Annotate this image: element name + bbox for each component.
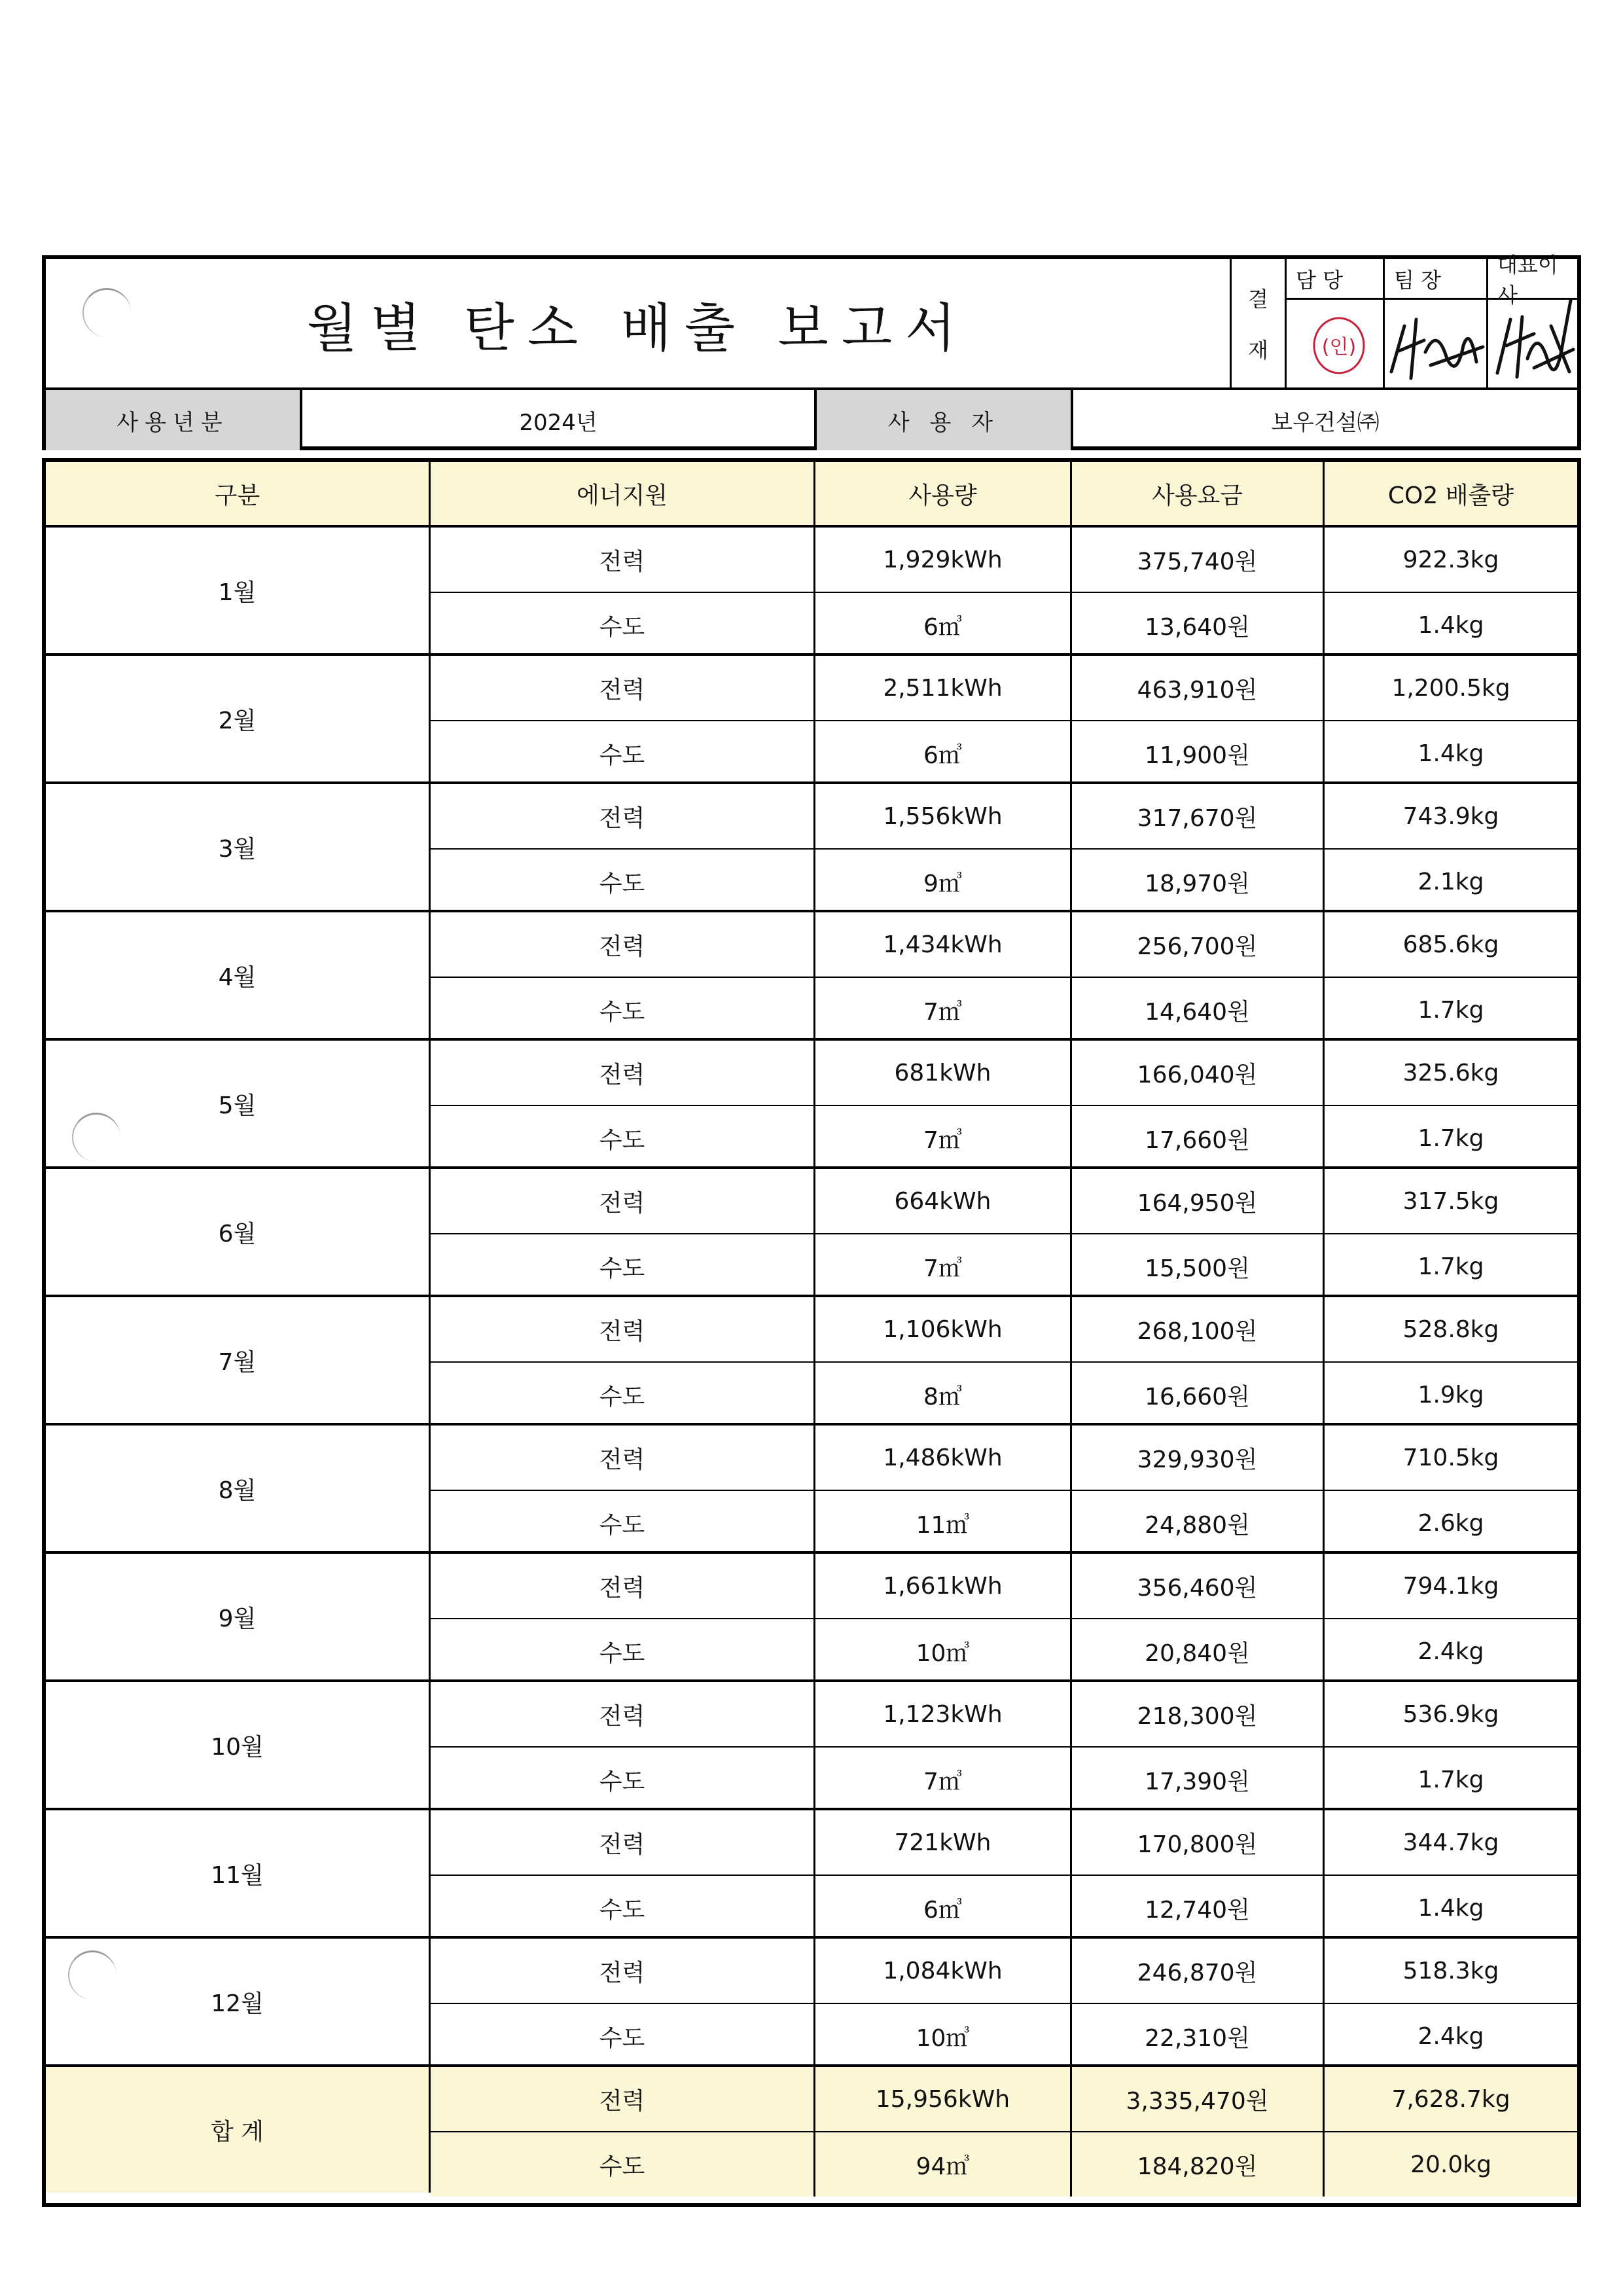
co2-cell: 1.7kg bbox=[1418, 996, 1484, 1024]
usage-cell: 1,486kWh bbox=[815, 1426, 1072, 1490]
energy-source-cell: 전력 bbox=[431, 1426, 815, 1490]
charge-cell: 16,660원 bbox=[1072, 1363, 1325, 1427]
table-row bbox=[431, 1297, 1577, 1361]
column-header-usage: 사용량 bbox=[815, 462, 1072, 525]
approval-col-staff bbox=[1287, 259, 1385, 387]
report-header bbox=[42, 252, 1581, 450]
usage-cell: 1,929kWh bbox=[815, 528, 1072, 592]
table-row bbox=[431, 2131, 1577, 2197]
year-label: 사용년분 bbox=[46, 390, 302, 450]
energy-source-cell: 수도 bbox=[431, 2132, 815, 2197]
approval-sign-team-lead bbox=[1385, 300, 1486, 387]
table-row bbox=[431, 656, 1577, 720]
month-block bbox=[46, 781, 1577, 910]
energy-source-cell: 수도 bbox=[431, 1619, 815, 1683]
month-label: 11월 bbox=[46, 1810, 431, 1936]
table-row bbox=[431, 1426, 1577, 1490]
co2-cell: 2.6kg bbox=[1418, 1509, 1484, 1537]
charge-cell: 246,870원 bbox=[1072, 1939, 1325, 2003]
approval-head-ceo bbox=[1488, 252, 1577, 308]
charge-cell: 17,660원 bbox=[1072, 1106, 1325, 1170]
co2-cell: 1.7kg bbox=[1418, 1766, 1484, 1793]
month-block bbox=[46, 525, 1577, 653]
usage-cell: 7㎥ bbox=[815, 1106, 1072, 1170]
co2-cell: 2.4kg bbox=[1418, 2022, 1484, 2050]
table-row bbox=[431, 1233, 1577, 1299]
month-block bbox=[46, 1295, 1577, 1423]
year-value: 2024년 bbox=[302, 390, 817, 450]
title-cell bbox=[46, 259, 1232, 387]
usage-cell: 6㎥ bbox=[815, 721, 1072, 785]
energy-source-cell: 수도 bbox=[431, 978, 815, 1042]
table-header-row bbox=[46, 462, 1577, 525]
table-row bbox=[431, 592, 1577, 657]
month-block bbox=[46, 910, 1577, 1038]
charge-cell: 218,300원 bbox=[1072, 1682, 1325, 1746]
page-title: 월별 탄소 배출 보고서 bbox=[306, 297, 969, 359]
month-block bbox=[46, 1679, 1577, 1808]
energy-source-cell: 전력 bbox=[431, 1810, 815, 1874]
table-row bbox=[431, 1490, 1577, 1555]
approval-box bbox=[1232, 252, 1577, 387]
energy-source-cell: 수도 bbox=[431, 1106, 815, 1170]
table-row bbox=[431, 1105, 1577, 1170]
charge-cell: 166,040원 bbox=[1072, 1041, 1325, 1105]
co2-cell: 794.1kg bbox=[1402, 1572, 1499, 1600]
co2-cell: 536.9kg bbox=[1402, 1700, 1499, 1728]
charge-cell: 375,740원 bbox=[1072, 528, 1325, 592]
user-value: 보우건설㈜ bbox=[1271, 409, 1380, 436]
usage-cell: 9㎥ bbox=[815, 850, 1072, 914]
co2-cell: 710.5kg bbox=[1402, 1444, 1499, 1471]
approval-col-ceo bbox=[1488, 252, 1577, 387]
charge-cell: 24,880원 bbox=[1072, 1491, 1325, 1555]
usage-cell: 10㎥ bbox=[815, 2004, 1072, 2068]
month-block bbox=[46, 1038, 1577, 1166]
charge-cell: 356,460원 bbox=[1072, 1554, 1325, 1618]
usage-cell: 10㎥ bbox=[815, 1619, 1072, 1683]
month-label: 6월 bbox=[46, 1169, 431, 1295]
charge-cell: 13,640원 bbox=[1072, 593, 1325, 657]
red-seal-stamp bbox=[1287, 300, 1385, 387]
co2-cell: 344.7kg bbox=[1402, 1829, 1499, 1856]
energy-source-cell: 전력 bbox=[431, 528, 815, 592]
table-row bbox=[431, 1939, 1577, 2003]
usage-cell: 94㎥ bbox=[815, 2132, 1072, 2197]
energy-source-cell: 수도 bbox=[431, 1876, 815, 1940]
charge-cell: 14,640원 bbox=[1072, 978, 1325, 1042]
co2-cell: 2.4kg bbox=[1418, 1638, 1484, 1665]
month-block bbox=[46, 1551, 1577, 1679]
month-label: 5월 bbox=[46, 1041, 431, 1166]
charge-cell: 12,740원 bbox=[1072, 1876, 1325, 1940]
total-block bbox=[46, 2064, 1577, 2193]
energy-source-cell: 수도 bbox=[431, 1748, 815, 1812]
month-block bbox=[46, 1423, 1577, 1551]
co2-cell: 7,628.7kg bbox=[1325, 2067, 1577, 2131]
co2-cell: 317.5kg bbox=[1402, 1187, 1499, 1215]
charge-cell: 18,970원 bbox=[1072, 850, 1325, 914]
co2-cell: 518.3kg bbox=[1402, 1957, 1499, 1984]
charge-cell: 170,800원 bbox=[1072, 1810, 1325, 1874]
energy-source-cell: 수도 bbox=[431, 721, 815, 785]
table-row bbox=[431, 1746, 1577, 1812]
energy-source-cell: 전력 bbox=[431, 1169, 815, 1233]
usage-cell: 1,434kWh bbox=[815, 912, 1072, 977]
energy-source-cell: 전력 bbox=[431, 784, 815, 848]
energy-source-cell: 수도 bbox=[431, 2004, 815, 2068]
co2-cell: 685.6kg bbox=[1402, 931, 1499, 958]
energy-source-cell: 수도 bbox=[431, 850, 815, 914]
energy-source-cell: 전력 bbox=[431, 2067, 815, 2131]
column-header-energy-source: 에너지원 bbox=[431, 462, 815, 525]
usage-cell: 1,661kWh bbox=[815, 1554, 1072, 1618]
charge-cell: 22,310원 bbox=[1072, 2004, 1325, 2068]
total-label: 합 계 bbox=[46, 2067, 431, 2193]
energy-source-cell: 전력 bbox=[431, 1297, 815, 1361]
co2-cell: 1.4kg bbox=[1418, 611, 1484, 639]
energy-source-cell: 전력 bbox=[431, 912, 815, 977]
charge-cell: 15,500원 bbox=[1072, 1234, 1325, 1299]
energy-source-cell: 수도 bbox=[431, 1491, 815, 1555]
month-block bbox=[46, 653, 1577, 781]
column-header-co2: CO2 배출량 bbox=[1325, 462, 1577, 525]
charge-cell: 17,390원 bbox=[1072, 1748, 1325, 1812]
month-label: 12월 bbox=[46, 1939, 431, 2064]
month-block bbox=[46, 1808, 1577, 1936]
table-row bbox=[431, 1682, 1577, 1746]
energy-source-cell: 수도 bbox=[431, 1363, 815, 1427]
energy-source-cell: 수도 bbox=[431, 1234, 815, 1299]
table-row bbox=[431, 1554, 1577, 1618]
table-row bbox=[431, 1810, 1577, 1874]
emission-table bbox=[42, 458, 1581, 2207]
month-label: 3월 bbox=[46, 784, 431, 910]
charge-cell: 11,900원 bbox=[1072, 721, 1325, 785]
charge-cell: 164,950원 bbox=[1072, 1169, 1325, 1233]
charge-cell: 184,820원 bbox=[1072, 2132, 1325, 2197]
usage-cell: 7㎥ bbox=[815, 1234, 1072, 1299]
co2-cell: 743.9kg bbox=[1402, 802, 1499, 830]
handwritten-signature bbox=[1488, 300, 1577, 387]
co2-cell: 325.6kg bbox=[1402, 1059, 1499, 1086]
month-label: 4월 bbox=[46, 912, 431, 1038]
month-label: 1월 bbox=[46, 528, 431, 653]
energy-source-cell: 전력 bbox=[431, 1939, 815, 2003]
co2-cell: 922.3kg bbox=[1402, 546, 1499, 573]
charge-cell: 329,930원 bbox=[1072, 1426, 1325, 1490]
energy-source-cell: 전력 bbox=[431, 1041, 815, 1105]
table-row bbox=[431, 977, 1577, 1042]
usage-cell: 11㎥ bbox=[815, 1491, 1072, 1555]
co2-cell: 1.4kg bbox=[1418, 1894, 1484, 1922]
energy-source-cell: 전력 bbox=[431, 1682, 815, 1746]
approval-sign-staff bbox=[1287, 300, 1383, 387]
meta-row bbox=[46, 387, 1577, 450]
energy-source-cell: 전력 bbox=[431, 1554, 815, 1618]
month-block bbox=[46, 1166, 1577, 1295]
table-row bbox=[431, 1361, 1577, 1427]
handwritten-signature bbox=[1385, 300, 1488, 387]
svg-text:(인): (인) bbox=[1321, 336, 1357, 359]
usage-cell: 6㎥ bbox=[815, 1876, 1072, 1940]
table-row bbox=[431, 784, 1577, 848]
column-header-category: 구분 bbox=[46, 462, 431, 525]
charge-cell: 317,670원 bbox=[1072, 784, 1325, 848]
table-row bbox=[431, 1618, 1577, 1683]
table-row bbox=[431, 1169, 1577, 1233]
usage-cell: 7㎥ bbox=[815, 1748, 1072, 1812]
usage-cell: 721kWh bbox=[815, 1810, 1072, 1874]
approval-head-team-lead-label: 팀 장 bbox=[1394, 267, 1441, 293]
usage-cell: 15,956kWh bbox=[815, 2067, 1072, 2131]
month-label: 7월 bbox=[46, 1297, 431, 1423]
approval-label-bottom: 재 bbox=[1248, 338, 1268, 363]
table-row bbox=[431, 912, 1577, 977]
user-label: 사 용 자 bbox=[817, 390, 1073, 450]
energy-source-cell: 수도 bbox=[431, 593, 815, 657]
charge-cell: 268,100원 bbox=[1072, 1297, 1325, 1361]
usage-cell: 664kWh bbox=[815, 1169, 1072, 1233]
usage-cell: 1,106kWh bbox=[815, 1297, 1072, 1361]
usage-cell: 6㎥ bbox=[815, 593, 1072, 657]
approval-head-team-lead bbox=[1385, 259, 1486, 300]
usage-cell: 8㎥ bbox=[815, 1363, 1072, 1427]
charge-cell: 463,910원 bbox=[1072, 656, 1325, 720]
month-block bbox=[46, 1936, 1577, 2064]
approval-label-top: 결 bbox=[1248, 287, 1268, 312]
usage-cell: 681kWh bbox=[815, 1041, 1072, 1105]
table-row bbox=[431, 1041, 1577, 1105]
table-row bbox=[431, 2067, 1577, 2131]
approval-head-ceo-label: 대표이사 bbox=[1497, 252, 1558, 308]
co2-cell: 1.7kg bbox=[1418, 1253, 1484, 1280]
energy-source-cell: 전력 bbox=[431, 656, 815, 720]
co2-cell: 1.9kg bbox=[1418, 1381, 1484, 1408]
table-row bbox=[431, 528, 1577, 592]
usage-cell: 1,084kWh bbox=[815, 1939, 1072, 2003]
month-label: 2월 bbox=[46, 656, 431, 781]
usage-cell: 2,511kWh bbox=[815, 656, 1072, 720]
co2-cell: 1.7kg bbox=[1418, 1124, 1484, 1152]
co2-cell: 1,200.5kg bbox=[1391, 674, 1510, 702]
approval-head-staff-label: 담 당 bbox=[1296, 267, 1343, 293]
approval-sign-ceo bbox=[1488, 300, 1577, 387]
co2-cell: 2.1kg bbox=[1418, 868, 1484, 895]
approval-col-team-lead bbox=[1385, 259, 1488, 387]
month-label: 9월 bbox=[46, 1554, 431, 1679]
month-label: 10월 bbox=[46, 1682, 431, 1808]
table-row bbox=[431, 2003, 1577, 2068]
table-row bbox=[431, 848, 1577, 914]
table-row bbox=[431, 720, 1577, 785]
charge-cell: 256,700원 bbox=[1072, 912, 1325, 977]
table-row bbox=[431, 1874, 1577, 1940]
month-label: 8월 bbox=[46, 1426, 431, 1551]
approval-head-staff bbox=[1287, 259, 1383, 300]
co2-cell: 1.4kg bbox=[1418, 740, 1484, 767]
co2-cell: 20.0kg bbox=[1325, 2132, 1577, 2197]
usage-cell: 1,556kWh bbox=[815, 784, 1072, 848]
charge-cell: 3,335,470원 bbox=[1072, 2067, 1325, 2131]
usage-cell: 7㎥ bbox=[815, 978, 1072, 1042]
approval-label bbox=[1232, 259, 1287, 387]
charge-cell: 20,840원 bbox=[1072, 1619, 1325, 1683]
co2-cell: 528.8kg bbox=[1402, 1316, 1499, 1343]
usage-cell: 1,123kWh bbox=[815, 1682, 1072, 1746]
column-header-charge: 사용요금 bbox=[1072, 462, 1325, 525]
